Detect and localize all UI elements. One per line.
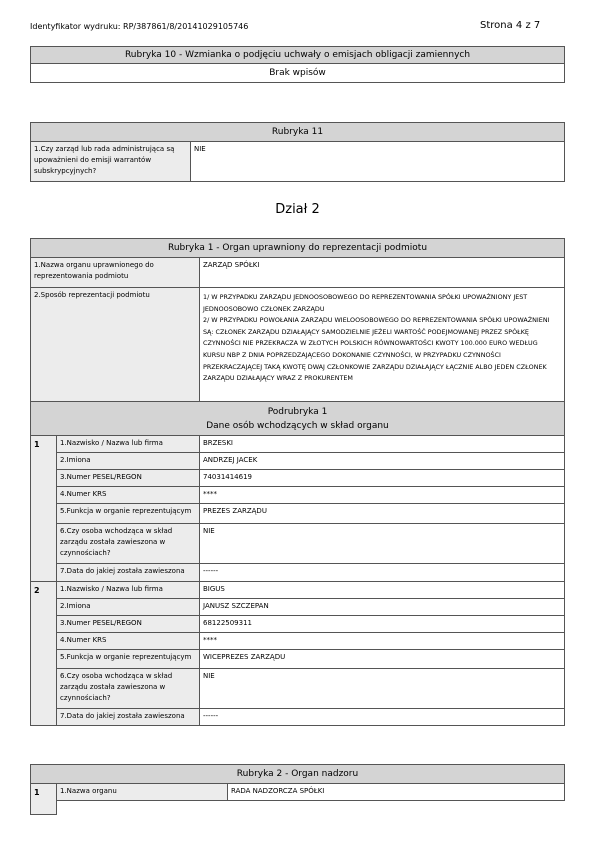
value-krs: **** [199,632,565,650]
rubryka-11-q1-label: 1.Czy zarząd lub rada administrująca są upoważnieni do emisji warrantów subskrypcyjnych? [30,141,191,182]
print-identifier: Identyfikator wydruku: RP/387861/8/20141029105746 [30,22,249,31]
rubryka-10-content: Brak wpisów [30,63,565,83]
label-krs: 4.Numer KRS [56,486,200,504]
rubryka-1-title: Rubryka 1 - Organ uprawniony do reprezentacji podmiotu [30,238,565,258]
value-zawieszona: NIE [199,523,565,564]
label-imiona: 2.Imiona [56,452,200,470]
value-pesel: 74031414619 [199,469,565,487]
value-funkcja: WICEPREZES ZARZĄDU [199,649,565,669]
rubryka-10-title: Rubryka 10 - Wzmianka o podjęciu uchwały o emisjach obligacji zamiennych [30,46,565,64]
label-nazwisko: 1.Nazwisko / Nazwa lub firma [56,581,200,599]
value-zawieszona: NIE [199,668,565,709]
label-funkcja: 5.Funkcja w organie reprezentującym [56,649,200,669]
label-data: 7.Data do jakiej została zawieszona [56,708,200,726]
value-nazwisko: BIGUS [199,581,565,599]
rubryka-1-f1-label: 1.Nazwa organu uprawnionego do reprezentowania podmiotu [30,257,200,288]
value-krs: **** [199,486,565,504]
label-pesel: 3.Numer PESEL/REGON [56,469,200,487]
label-data: 7.Data do jakiej została zawieszona [56,563,200,582]
label-krs: 4.Numer KRS [56,632,200,650]
rubryka-11-title: Rubryka 11 [30,122,565,142]
podrubryka-subtitle: Dane osób wchodzących w skład organu [206,421,389,431]
label-funkcja: 5.Funkcja w organie reprezentującym [56,503,200,524]
label-imiona: 2.Imiona [56,598,200,616]
podrubryka-header [30,401,565,436]
label-zawieszona: 6.Czy osoba wchodząca w skład zarządu została zawieszona w czynnościach? [56,523,200,564]
person-number: 1 [30,435,57,582]
label-pesel: 3.Numer PESEL/REGON [56,615,200,633]
rubryka-2-title: Rubryka 2 - Organ nadzoru [30,764,565,784]
label-zawieszona: 6.Czy osoba wchodząca w skład zarządu została zawieszona w czynnościach? [56,668,200,709]
value-imiona: ANDRZEJ JACEK [199,452,565,470]
value-pesel: 68122509311 [199,615,565,633]
label-nazwisko: 1.Nazwisko / Nazwa lub firma [56,435,200,453]
value-funkcja: PREZES ZARZĄDU [199,503,565,524]
value-nazwisko: BRZESKI [199,435,565,453]
rubryka-2-f1-label: 1.Nazwa organu [56,783,228,801]
section-title: Dział 2 [275,202,320,217]
rubryka-1-f1-value: ZARZĄD SPÓŁKI [199,257,565,288]
rubryka-2-f1-value: RADA NADZORCZA SPÓŁKI [227,783,565,801]
rubryka-2-number: 1 [30,783,57,815]
value-imiona: JANUSZ SZCZEPAN [199,598,565,616]
value-data: ------ [199,563,565,582]
podrubryka-title: Podrubryka 1 [267,407,328,417]
person-number: 2 [30,581,57,726]
page-number: Strona 4 z 7 [480,20,541,31]
rubryka-11-q1-value: NIE [190,141,565,182]
rubryka-1-f2-value: 1/ W PRZYPADKU ZARZĄDU JEDNOOSOBOWEGO DO REPREZENTOWANIA SPÓŁKI UPOWAŻNIONY JEST JEDNOOSOBOWO CZŁONEK ZARZĄDU 2/ W PRZYPADKU POWOŁANIA ZARZĄDU WIELOOSOBOWEGO DO REPREZENTOWANIA SPÓŁKI UPOWAŻNIENI SĄ: CZŁONEK ZARZĄDU DZIAŁAJĄCY SAMODZIELNIE JEŻELI WARTOŚĆ PODEJMOWANEJ PRZEZ SPÓŁKĘ CZYNNOŚCI NIE PRZEKRACZA W ZŁOTYCH POLSKICH RÓWNOWARTOŚCI KWOTY 100.000 EURO WEDŁUG KURSU NBP Z DNIA POPRZEDZAJĄCEGO DOKONANIE CZYNNOŚCI, W PRZYPADKU CZYNNOŚCI PRZEKRACZAJĄCEJ TAKĄ KWOTĘ DWAJ CZŁONKOWIE ZARZĄDU DZIAŁAJĄCY ŁĄCZNIE ALBO JEDEN CZŁONEK ZARZĄDU DZIAŁAJĄCY WRAZ Z PROKURENTEM [199,287,565,402]
value-data: ------ [199,708,565,726]
rubryka-1-f2-label: 2.Sposób reprezentacji podmiotu [30,287,200,402]
